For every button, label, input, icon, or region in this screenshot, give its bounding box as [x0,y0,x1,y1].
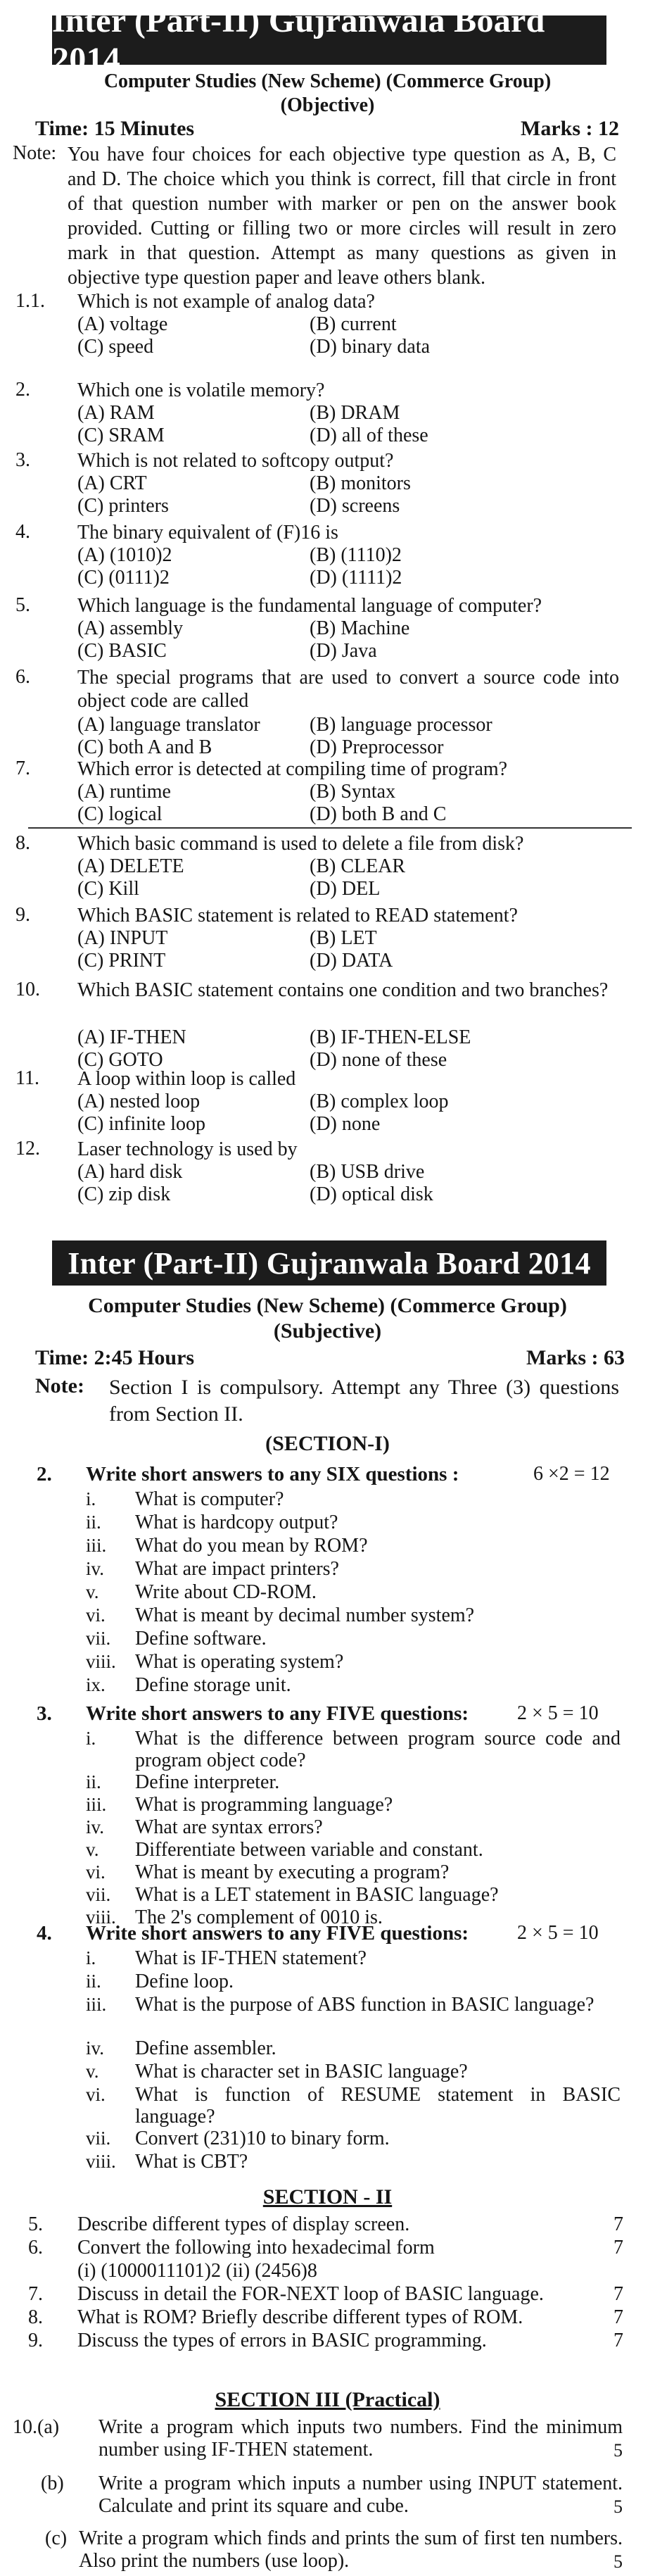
item-text: What is hardcopy output? [135,1512,338,1533]
question-marks: 5 [613,2496,623,2517]
question-number: (b) [41,2473,64,2494]
item-roman: iv. [86,1558,104,1579]
question-text: Which basic command is used to delete a file from disk? [77,833,524,855]
option: (D) none of these [310,1049,447,1071]
option: (C) zip disk [77,1183,171,1205]
objective-type: (Objective) [280,94,375,116]
item-roman: i. [86,1728,96,1749]
question-text: Which BASIC statement contains one condition and two branches? [77,979,609,1001]
question-number: 6. [15,666,30,688]
option: (A) DELETE [77,855,184,877]
option: (D) Preprocessor [310,736,444,758]
option: (C) Kill [77,878,139,900]
option: (C) printers [77,495,169,517]
question-text: A loop within loop is called [77,1068,296,1090]
item-text: What is IF-THEN statement? [135,1947,367,1969]
separator-line [28,827,632,829]
item-text: What is operating system? [135,1651,344,1673]
objective-note-label: Note: [13,142,57,164]
question-title: Write short answers to any SIX questions : [86,1463,459,1485]
item-roman: i. [86,1488,96,1509]
option: (C) both A and B [77,736,212,758]
objective-banner: Inter (Part-II) Gujranwala Board 2014 [52,15,606,65]
item-text: What is the purpose of ABS function in BASIC language? [135,1994,594,2016]
question-text: Write a program which inputs two numbers. Find the minimum number using IF-THEN statement. [98,2416,623,2461]
option: (B) LET [310,927,377,949]
option: (C) logical [77,803,163,825]
item-roman: vii. [86,1884,111,1905]
option: (B) current [310,313,397,335]
option: (A) language translator [77,714,260,736]
item-roman: iv. [86,1816,104,1837]
question-marks: 2 × 5 = 10 [517,1702,599,1724]
section1-title: (SECTION-I) [265,1432,390,1455]
option: (C) GOTO [77,1049,163,1071]
option: (B) complex loop [310,1091,449,1112]
question-text: The special programs that are used to convert a source code into object code are called [77,667,619,712]
item-text: What is function of RESUME statement in BASIC language? [135,2084,621,2128]
question-number: 7. [28,2283,43,2305]
option: (D) (1111)2 [310,567,402,589]
subjective-note-label: Note: [35,1374,84,1397]
item-roman: v. [86,1839,99,1860]
option: (D) all of these [310,425,428,446]
item-roman: viii. [86,1651,116,1672]
item-text: Define software. [135,1628,267,1650]
question-number: 10.(a) [13,2416,60,2438]
question-text: Which error is detected at compiling time of program? [77,758,508,780]
question-marks: 5 [613,2440,623,2461]
option: (A) (1010)2 [77,544,172,566]
item-text: Convert (231)10 to binary form. [135,2128,390,2149]
question-text: (i) (1000011101)2 (ii) (2456)8 [77,2260,317,2282]
item-roman: vi. [86,1604,106,1626]
question-number: 2. [37,1463,52,1485]
item-text: Define loop. [135,1971,234,1992]
question-text: Laser technology is used by [77,1138,298,1160]
question-text: Describe different types of display screen. [77,2213,410,2235]
option: (D) both B and C [310,803,447,825]
option: (B) IF-THEN-ELSE [310,1026,471,1048]
item-roman: iii. [86,1535,107,1556]
item-roman: vii. [86,2128,111,2149]
objective-time: Time: 15 Minutes [35,117,195,140]
item-text: What is meant by executing a program? [135,1861,450,1883]
question-marks: 7 [613,2237,623,2258]
option: (D) binary data [310,336,431,358]
item-roman: vi. [86,1861,106,1883]
question-marks: 7 [613,2306,623,2328]
option: (B) language processor [310,714,492,736]
item-roman: ii. [86,1512,101,1533]
question-marks: 2 × 5 = 10 [517,1922,599,1944]
item-text: Differentiate between variable and constant. [135,1839,483,1861]
item-text: What are impact printers? [135,1558,339,1580]
option: (C) PRINT [77,950,166,972]
option: (B) (1110)2 [310,544,402,566]
item-roman: viii. [86,2151,116,2172]
subjective-banner: Inter (Part-II) Gujranwala Board 2014 [52,1240,606,1286]
subjective-type: (Subjective) [273,1319,382,1343]
item-text: The 2's complement of 0010 is. [135,1906,383,1928]
question-number: 9. [28,2330,43,2351]
item-text: What is character set in BASIC language? [135,2061,468,2082]
option: (C) SRAM [77,425,165,446]
item-text: What is the difference between program source code and program object code? [135,1728,621,1771]
subjective-marks: Marks : 63 [526,1346,625,1369]
objective-marks: Marks : 12 [521,117,619,140]
subjective-note: Section I is compulsory. Attempt any Three (3) questions from Section II. [109,1376,619,1426]
question-number: 4. [37,1922,52,1944]
item-text: Write about CD-ROM. [135,1581,317,1603]
question-text: Which language is the fundamental language of computer? [77,595,542,617]
item-roman: vii. [86,1628,111,1649]
question-number: 4. [15,521,30,543]
question-number: (c) [45,2527,68,2549]
option: (A) RAM [77,402,155,424]
subjective-time: Time: 2:45 Hours [35,1346,195,1369]
option: (B) CLEAR [310,855,406,877]
question-text: What is ROM? Briefly describe different types of ROM. [77,2306,523,2328]
option: (B) Syntax [310,781,396,803]
option: (C) infinite loop [77,1113,205,1135]
option: (A) assembly [77,617,184,639]
question-text: Which one is volatile memory? [77,379,325,401]
item-text: Define storage unit. [135,1674,291,1696]
question-title: Write short answers to any FIVE questions: [86,1702,469,1725]
option: (B) monitors [310,472,411,494]
question-text: Which is not related to softcopy output? [77,450,394,472]
question-title: Write short answers to any FIVE questions: [86,1922,469,1944]
option: (A) CRT [77,472,147,494]
question-text: Which is not example of analog data? [77,291,375,313]
item-roman: ix. [86,1674,106,1695]
option: (A) hard disk [77,1161,183,1183]
question-marks: 6 ×2 = 12 [533,1463,610,1485]
objective-subtitle: Computer Studies (New Scheme) (Commerce Group) [103,70,552,92]
question-text: Discuss in detail the FOR-NEXT loop of BASIC language. [77,2283,544,2305]
option: (A) nested loop [77,1091,201,1112]
question-number: 1.1. [15,290,45,312]
question-number: 12. [15,1138,40,1160]
item-text: What is programming language? [135,1794,393,1816]
question-text: Discuss the types of errors in BASIC programming. [77,2330,487,2351]
question-number: 6. [28,2237,43,2258]
item-roman: viii. [86,1906,116,1928]
option: (A) voltage [77,313,168,335]
question-text: Write a program which inputs a number using INPUT statement. Calculate and print its square and cube. [98,2473,623,2517]
item-text: Define assembler. [135,2037,276,2059]
option: (C) (0111)2 [77,567,170,589]
option: (A) INPUT [77,927,168,949]
question-number: 8. [28,2306,43,2328]
objective-note: You have four choices for each objective type question as A, B, C and D. The choice which you think is correct, fill that circle in front of that question number with marker or pen on the answer book provided. Cutting or filling two or more circles will result in zero mark in that question. Attempt as many questions as given in objective type question paper and leave others blank. [68,144,616,289]
option: (A) runtime [77,781,171,803]
item-text: Define interpreter. [135,1771,280,1793]
question-marks: 7 [613,2213,623,2235]
item-text: What is computer? [135,1488,284,1510]
option: (D) DEL [310,878,381,900]
item-text: What is meant by decimal number system? [135,1604,475,1626]
item-roman: iii. [86,1794,107,1815]
item-text: What is a LET statement in BASIC language? [135,1884,499,1906]
option: (D) DATA [310,950,393,972]
item-roman: i. [86,1947,96,1968]
question-number: 3. [37,1702,52,1725]
question-number: 11. [15,1067,39,1089]
option: (A) IF-THEN [77,1026,186,1048]
item-roman: iv. [86,2037,104,2059]
question-number: 5. [15,594,30,616]
question-number: 10. [15,979,40,1000]
question-number: 5. [28,2213,43,2235]
question-text: Write a program which finds and prints the sum of first ten numbers. Also print the numbers (use loop). [79,2527,623,2572]
question-text: Convert the following into hexadecimal form [77,2237,435,2258]
section3-title: SECTION III (Practical) [215,2388,440,2411]
option: (D) Java [310,640,377,662]
item-roman: ii. [86,1771,101,1792]
option: (B) DRAM [310,402,400,424]
question-marks: 5 [613,2551,623,2572]
item-roman: ii. [86,1971,101,1992]
option: (D) optical disk [310,1183,433,1205]
question-number: 2. [15,379,30,401]
option: (D) none [310,1113,381,1135]
item-roman: iii. [86,1994,107,2015]
option: (C) speed [77,336,154,358]
question-number: 7. [15,758,30,779]
option: (B) Machine [310,617,410,639]
item-text: What is CBT? [135,2151,248,2173]
question-text: Which BASIC statement is related to READ statement? [77,905,518,926]
item-roman: v. [86,1581,99,1602]
question-number: 8. [15,832,30,854]
option: (D) screens [310,495,400,517]
subjective-subtitle: Computer Studies (New Scheme) (Commerce Group) [88,1294,567,1317]
item-roman: v. [86,2061,99,2082]
item-text: What do you mean by ROM? [135,1535,368,1557]
option: (C) BASIC [77,640,167,662]
item-roman: vi. [86,2084,106,2105]
section2-title: SECTION - II [262,2185,393,2209]
option: (B) USB drive [310,1161,425,1183]
question-number: 9. [15,904,30,926]
question-marks: 7 [613,2283,623,2305]
question-marks: 7 [613,2330,623,2351]
question-text: The binary equivalent of (F)16 is [77,522,338,544]
question-number: 3. [15,449,30,471]
item-text: What are syntax errors? [135,1816,323,1838]
